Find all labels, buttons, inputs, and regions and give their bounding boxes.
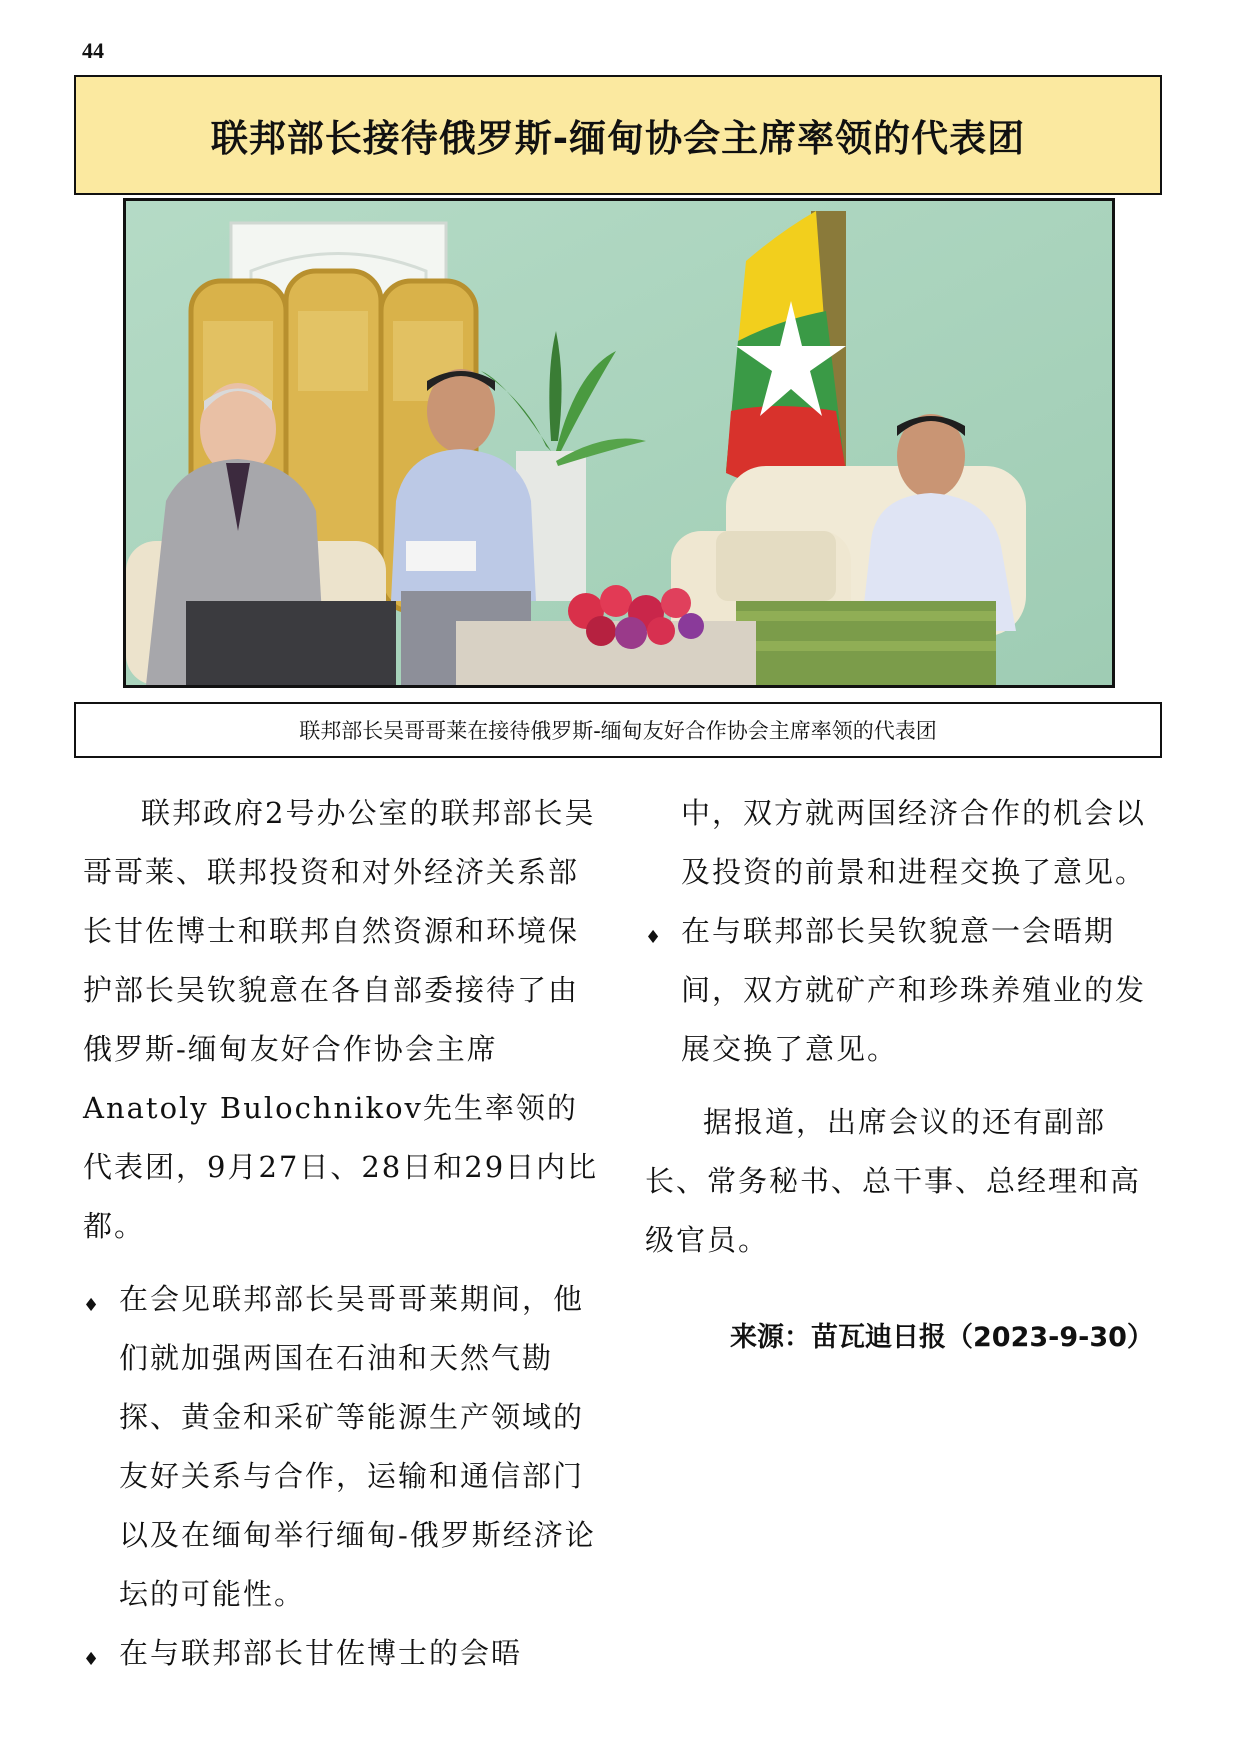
bullet-text: 在与联邦部长甘佐博士的会晤 [119, 1636, 523, 1670]
page-number: 44 [82, 38, 104, 63]
bullet-diamond-icon: ♦ [83, 1295, 100, 1316]
bullet-item [645, 902, 1165, 1079]
caption-box [74, 702, 1162, 758]
meeting-photo-illustration [126, 201, 1112, 685]
bullet-item-continued [645, 784, 1165, 902]
bullet-text: 在会见联邦部长吴哥哥莱期间，他们就加强两国在石油和天然气勘探、黄金和采矿等能源生产领域的友好关系与合作，运输和通信部门以及在缅甸举行缅甸-俄罗斯经济论坛的可能性。 [119, 1282, 596, 1611]
bullet-item [83, 1270, 608, 1624]
bullet-diamond-icon: ♦ [83, 1649, 100, 1670]
photo-caption: 联邦部长吴哥哥莱在接待俄罗斯-缅甸友好合作协会主席率领的代表团 [299, 719, 937, 743]
cushion [716, 531, 836, 601]
bullet-diamond-icon: ♦ [645, 927, 662, 948]
right-column [645, 784, 1165, 1367]
bullet-text: 中，双方就两国经济合作的机会以及投资的前景和进程交换了意见。 [681, 796, 1147, 889]
bullet-item [83, 1624, 608, 1689]
meeting-photo [123, 198, 1115, 688]
closing-paragraph: 据报道，出席会议的还有副部长、常务秘书、总干事、总经理和高级官员。 [645, 1105, 1142, 1257]
bullet-text: 在与联邦部长吴钦貌意一会晤期间，双方就矿产和珍珠养殖业的发展交换了意见。 [681, 914, 1147, 1066]
title-box [74, 75, 1162, 195]
intro-paragraph: 联邦政府2号办公室的联邦部长吴哥哥莱、联邦投资和对外经济关系部长甘佐博士和联邦自然资源和环境保护部长吴钦貌意在各自部委接待了由俄罗斯-缅甸友好合作协会主席Anatoly Bulochnikov先生率领的代表团，9月27日、28日和29日内比都。 [83, 796, 599, 1243]
page-title: 联邦部长接待俄罗斯-缅甸协会主席率领的代表团 [210, 117, 1026, 160]
left-column [83, 784, 608, 1689]
source-credit: 来源：苗瓦迪日报（2023-9-30） [730, 1322, 1154, 1353]
